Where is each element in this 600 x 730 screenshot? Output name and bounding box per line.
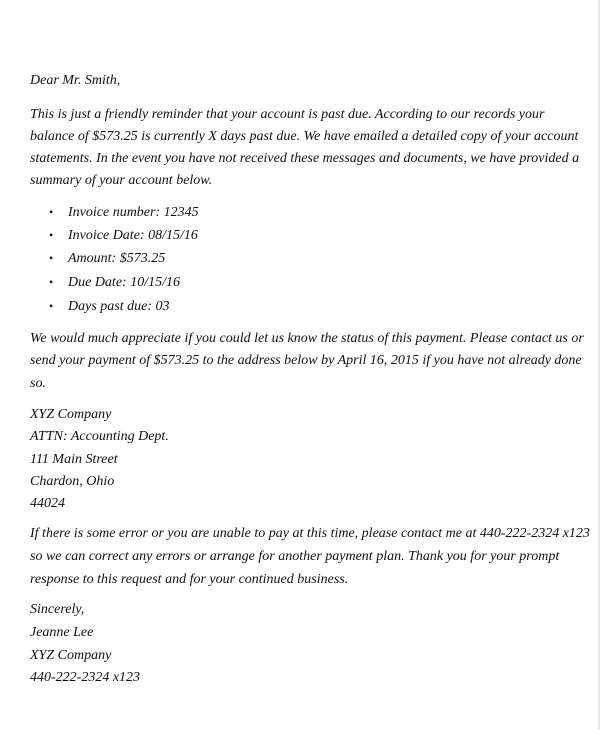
bullet-icon: •: [49, 228, 54, 242]
summary-item: [49, 297, 170, 316]
paragraph-1-line-3: statements. In the event you have not received these messages and documents, we have provided a: [30, 151, 580, 166]
summary-item-text: Days past due: 03: [68, 299, 170, 314]
bullet-icon: •: [49, 205, 54, 219]
paragraph-3-line-2: so we can correct any errors or arrange for another payment plan. Thank you for your prompt: [30, 549, 560, 564]
paragraph-3-line-3: response to this request and for your continued business.: [30, 572, 349, 587]
paragraph-1-line-1: This is just a friendly reminder that your account is past due. According to our records your: [30, 107, 545, 122]
address-company: XYZ Company: [30, 407, 112, 422]
address-attn: ATTN: Accounting Dept.: [30, 429, 169, 444]
bullet-icon: •: [49, 275, 54, 289]
paragraph-3-line-1: If there is some error or you are unable to pay at this time, please contact me at 440-222-2324 x123: [30, 526, 590, 541]
address-city: Chardon, Ohio: [30, 474, 115, 489]
bullet-icon: •: [49, 251, 54, 265]
paragraph-1-line-4: summary of your account below.: [30, 173, 213, 188]
summary-item-text: Invoice number: 12345: [68, 205, 199, 220]
address-zip: 44024: [30, 496, 65, 511]
summary-item-text: Amount: $573.25: [68, 251, 166, 266]
greeting: Dear Mr. Smith,: [30, 73, 121, 88]
paragraph-1-line-2: balance of $573.25 is currently X days past due. We have emailed a detailed copy of your account: [30, 129, 579, 144]
paragraph-2-line-3: so.: [30, 376, 46, 391]
summary-item: [49, 273, 180, 292]
paragraph-2-line-1: We would much appreciate if you could let us know the status of this payment. Please contact us or: [30, 331, 584, 346]
summary-item-text: Invoice Date: 08/15/16: [68, 228, 198, 243]
signer-phone: 440-222-2324 x123: [30, 670, 141, 685]
signer-name: Jeanne Lee: [30, 625, 94, 640]
summary-item-text: Due Date: 10/15/16: [68, 275, 180, 290]
bullet-icon: •: [49, 299, 54, 313]
paragraph-2-line-2: send your payment of $573.25 to the address below by April 16, 2015 if you have not already done: [30, 353, 582, 368]
summary-item: [49, 226, 198, 245]
closing-salutation: Sincerely,: [30, 602, 85, 617]
summary-item: [49, 249, 165, 268]
summary-item: [49, 203, 199, 222]
signer-company: XYZ Company: [30, 648, 112, 663]
address-street: 111 Main Street: [30, 452, 118, 467]
